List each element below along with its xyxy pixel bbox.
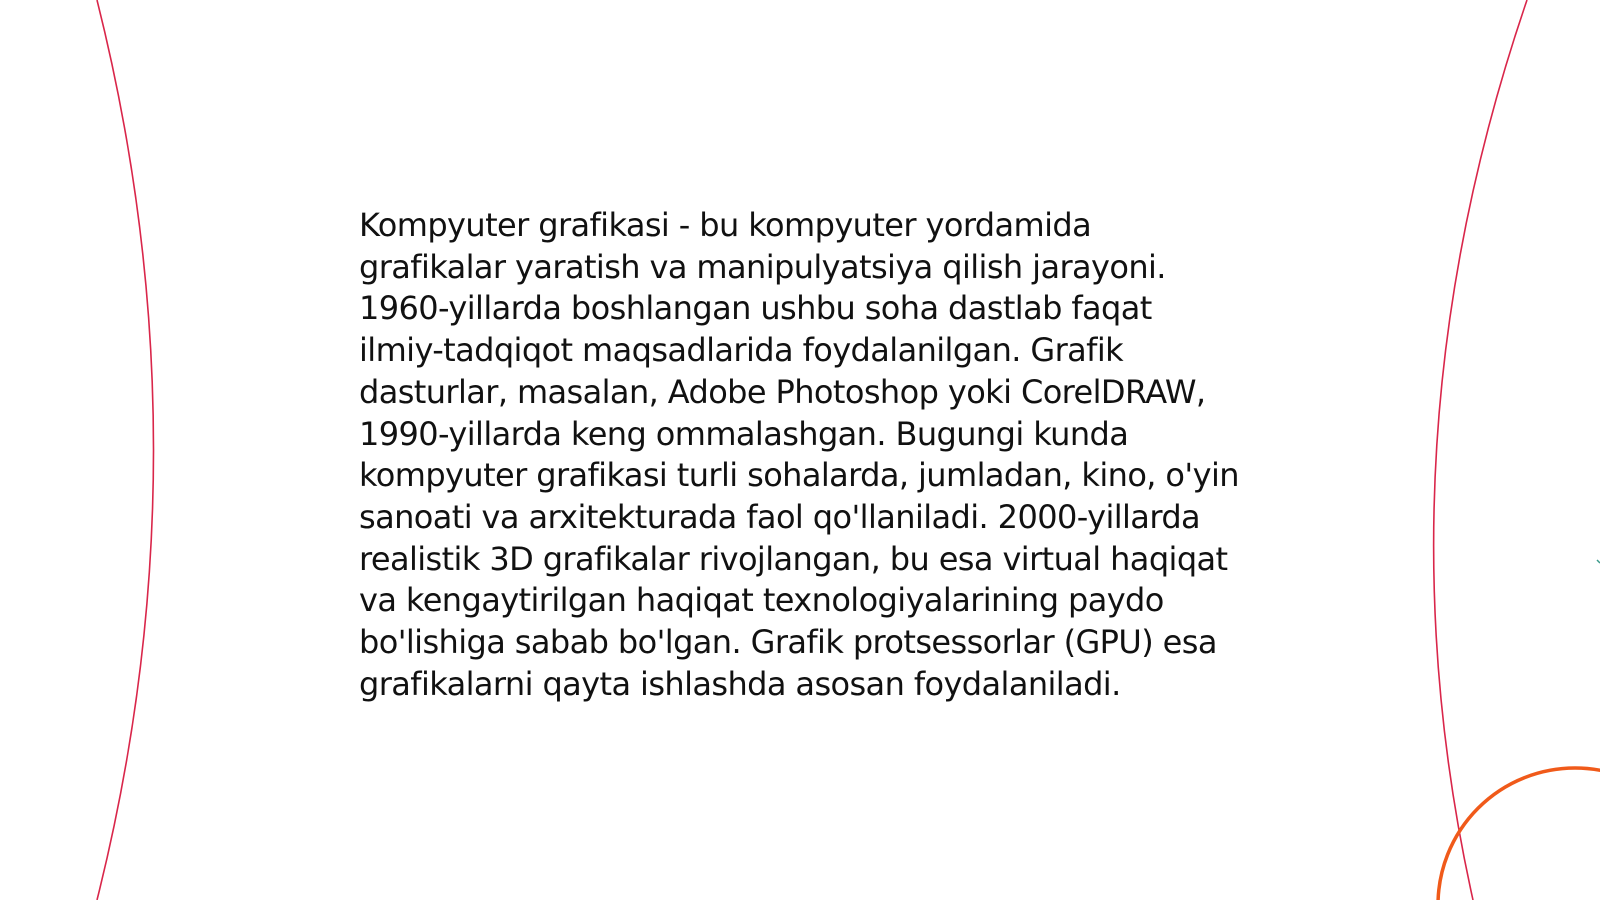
slide-body-text: Kompyuter grafikasi - bu kompyuter yordamida grafikalar yaratish va manipulyatsiya qilish jarayoni. 1960-yillarda boshlangan ushbu soha dastlab faqat ilmiy-tadqiqot maqsadlarida foydalanilgan. Grafik dasturlar, masalan, Adobe Photoshop yoki CorelDRAW, 1990-yillarda keng ommalashgan. Bugungi kunda kompyuter grafikasi turli sohalarda, jumladan, kino, o'yin sanoati va arxitekturada faol qo'llaniladi. 2000-yillarda realistik 3D grafikalar rivojlangan, bu esa virtual haqiqat va kengaytirilgan haqiqat texnologiyalarining paydo bo'lishiga sabab bo'lgan. Grafik protsessorlar (GPU) esa grafikalarni qayta ishlashda asosan foydalaniladi. bbox=[359, 206, 1239, 703]
orange-circle-outline bbox=[1438, 768, 1600, 900]
right-decorative-curve bbox=[1434, 0, 1527, 900]
left-decorative-curve bbox=[97, 0, 154, 900]
